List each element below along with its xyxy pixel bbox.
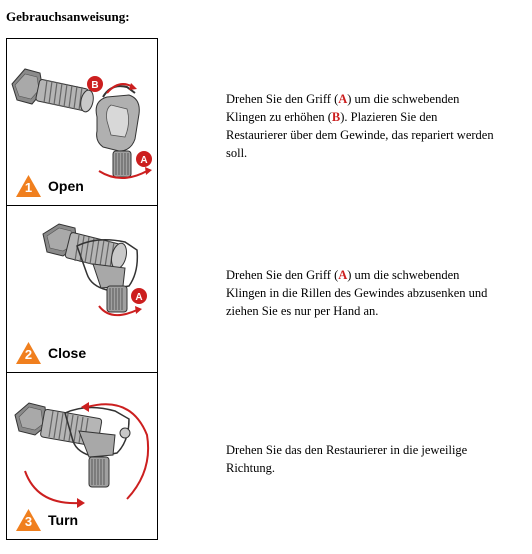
svg-text:A: A (140, 155, 148, 166)
step-panel-3 (7, 373, 157, 539)
page-heading: Gebrauchsanweisung: (6, 9, 130, 24)
step-label-2 (15, 341, 86, 365)
step-1-description: Drehen Sie den Griff (A) um die schwebenden Klingen zu erhöhen (B). Plazieren Sie den Restaurierer über dem Gewinde, das repariert werden soll. (226, 92, 494, 160)
step-label-3 (15, 508, 78, 532)
step-word: Open (48, 178, 84, 194)
step-2-description: Drehen Sie den Griff (A) um die schwebenden Klingen in die Rillen des Gewindes abzusenken und ziehen Sie es nur per Hand an. (226, 268, 488, 318)
steps-illustration-column (6, 38, 158, 540)
bolt-graphic (43, 224, 129, 270)
step-label-1 (15, 174, 84, 198)
step-word: Turn (48, 512, 79, 528)
step-badge-triangle: 3 (15, 508, 42, 532)
restorer-tool-open (96, 86, 139, 177)
step-word: Close (48, 345, 87, 361)
step-badge-triangle: 2 (15, 341, 42, 365)
svg-text:A: A (135, 292, 143, 303)
bolt-graphic (12, 69, 95, 113)
marker-b: B (331, 110, 341, 124)
step-panel-1 (7, 39, 157, 206)
marker-a: A (338, 92, 348, 106)
marker-a: A (338, 268, 348, 282)
svg-text:B: B (91, 80, 99, 91)
step-badge-triangle: 1 (15, 174, 42, 198)
step-panel-2 (7, 206, 157, 373)
step-3-description: Drehen Sie das den Restaurierer in die jeweilige Richtung. (226, 443, 468, 475)
